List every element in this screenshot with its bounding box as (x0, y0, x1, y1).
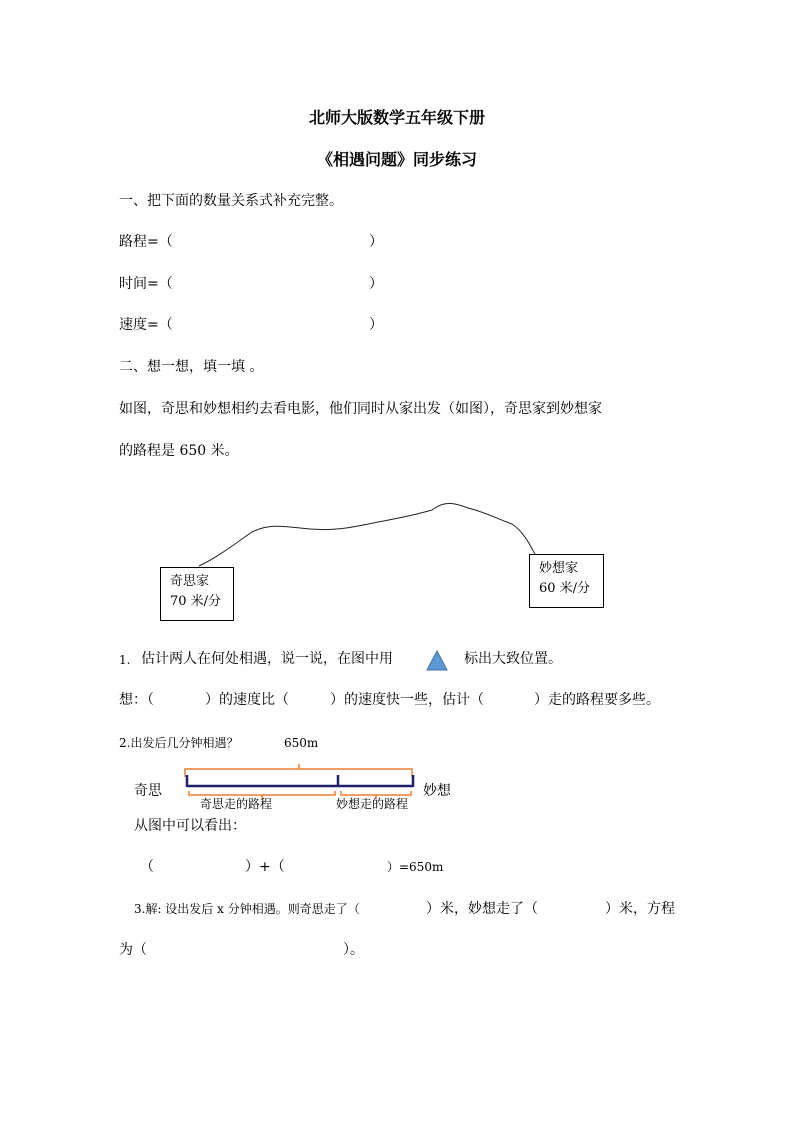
section2-intro-line1: 如图，奇思和妙想相约去看电影，他们同时从家出发（如图），奇思家到妙想家 (119, 401, 602, 417)
qisi-speed: 70 米/分 (170, 594, 222, 609)
formula-speed-label: 速度=（ (119, 317, 173, 333)
q2-equation-plus: ）+（ (245, 859, 285, 875)
formula-distance-close: ） (369, 234, 383, 250)
q2-equation-end: ）=650m (387, 860, 444, 874)
qisi-home-name: 奇思家 (170, 574, 210, 589)
section1-heading: 一、把下面的数量关系式补充完整。 (119, 193, 343, 209)
miaoxiang-home-name: 妙想家 (539, 561, 579, 576)
q3-part1: 3.解: 设出发后 x 分钟相遇。则奇思走了（ (134, 902, 360, 916)
formula-time-label: 时间=（ (119, 276, 173, 292)
q3-line2-open: 为（ (119, 942, 147, 958)
formula-speed-close: ） (369, 317, 383, 333)
triangle-marker-icon[interactable] (427, 651, 447, 670)
q2-right-name: 妙想 (423, 783, 451, 799)
q2-equation-open: （ (140, 859, 154, 875)
q2-total-distance: 650m (284, 736, 319, 750)
q1-think-part2: ）的速度比（ (205, 692, 289, 708)
route-curve (199, 503, 536, 566)
miaoxiang-home-box (529, 554, 604, 608)
q3-part3: ）米，方程 (605, 901, 675, 917)
page-title: 北师大版数学五年级下册 (308, 108, 485, 127)
q1-think-part4: ）走的路程要多些。 (534, 692, 660, 708)
section2-heading: 二、想一想，填一填 。 (119, 359, 264, 375)
q1-text-after: 标出大致位置。 (464, 651, 562, 667)
q2-observe: 从图中可以看出： (134, 818, 246, 834)
formula-distance-label: 路程=（ (119, 234, 173, 250)
qisi-home-box (160, 567, 234, 621)
section2-intro-line2: 的路程是 650 米。 (119, 443, 239, 459)
q2-right-segment-label: 妙想走的路程 (336, 797, 409, 811)
q2-left-segment-label: 奇思走的路程 (200, 797, 273, 811)
page-subtitle: 《相遇问题》同步练习 (316, 150, 477, 169)
q3-part2: ）米，妙想走了（ (426, 901, 538, 917)
distance-segments (187, 775, 413, 787)
formula-time-close: ） (369, 276, 383, 292)
q1-number: 1. (119, 653, 131, 667)
q1-think-part3: ）的速度快一些，估计（ (330, 692, 484, 708)
q1-think-part1: 想：（ (119, 692, 154, 708)
miaoxiang-speed: 60 米/分 (539, 581, 591, 596)
q2-left-name: 奇思 (134, 783, 162, 799)
q2-text: 2.出发后几分钟相遇？ (119, 736, 239, 750)
q1-text-before: 估计两人在何处相遇，说一说，在图中用 (141, 651, 393, 667)
q3-line2-close: ）。 (343, 942, 364, 958)
total-distance-bracket (185, 764, 412, 777)
